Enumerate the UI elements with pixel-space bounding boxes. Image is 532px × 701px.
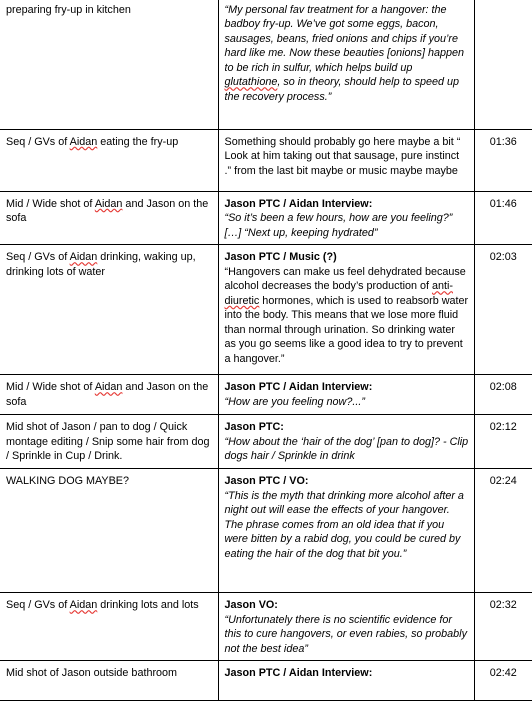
script-row (0, 593, 532, 661)
speaker-heading: Jason PTC / VO: (224, 475, 309, 488)
speaker-heading: Jason VO: (224, 599, 278, 612)
shot-description: Mid shot of Jason / pan to dog / Quick montage editing / Snip some hair from dog / Sprinkle in Cup / Drink. (0, 415, 218, 469)
speaker-heading: Jason PTC / Aidan Interview: (224, 381, 373, 394)
audio-cell (218, 245, 474, 375)
shot-description: Mid / Wide shot of Aidan and Jason on the sofa (0, 375, 218, 415)
timecode: 01:36 (474, 130, 532, 192)
speaker-heading: Jason PTC: (224, 421, 284, 434)
dialogue-text: “This is the myth that drinking more alcohol after a night out will ease the effects of your hangover. The phrase comes from an old idea that if you were bitten by a rabid dog, you could be cured by eating the hair of the dog that bit you.” (224, 489, 464, 560)
timecode: 01:46 (474, 192, 532, 245)
script-row (0, 0, 532, 130)
timecode: 02:03 (474, 245, 532, 375)
dialogue-text: Something should probably go here maybe a bit “ Look at him taking out that sausage, pure instinct .” from the last bit maybe or music maybe maybe (224, 136, 461, 177)
timecode (474, 0, 532, 130)
timecode: 02:32 (474, 593, 532, 661)
shot-description: preparing fry-up in kitchen (0, 0, 218, 130)
timecode: 02:08 (474, 375, 532, 415)
audio-cell (218, 130, 474, 192)
speaker-heading: Jason PTC / Music (?) (224, 251, 337, 264)
script-row (0, 245, 532, 375)
script-row (0, 661, 532, 701)
dialogue-text: “Unfortunately there is no scientific evidence for this to cure hangovers, or even rabies, so probably not the best idea” (224, 613, 467, 655)
audio-cell (218, 375, 474, 415)
dialogue-text: “Hangovers can make us feel dehydrated because alcohol decreases the body’s production of anti-diuretic hormones, which is used to reabsorb water into the body. This means that we lose more fluid than normal through urination. So drinking water as you go seems like a good idea to try to prevent a hangover.” (224, 265, 469, 365)
script-row (0, 130, 532, 192)
audio-cell (218, 415, 474, 469)
script-row (0, 469, 532, 593)
timecode: 02:24 (474, 469, 532, 593)
shot-description: Seq / GVs of Aidan eating the fry-up (0, 130, 218, 192)
audio-cell (218, 661, 474, 701)
timecode: 02:42 (474, 661, 532, 701)
dialogue-text: “So it’s been a few hours, how are you feeling?” […] “Next up, keeping hydrated” (224, 212, 453, 239)
shot-description: Mid shot of Jason outside bathroom (0, 661, 218, 701)
shot-description: Mid / Wide shot of Aidan and Jason on the sofa (0, 192, 218, 245)
audio-cell (218, 593, 474, 661)
script-row (0, 192, 532, 245)
audio-cell (218, 0, 474, 130)
shot-description: WALKING DOG MAYBE? (0, 469, 218, 593)
script-row (0, 415, 532, 469)
shot-description: Seq / GVs of Aidan drinking, waking up, drinking lots of water (0, 245, 218, 375)
shot-description: Seq / GVs of Aidan drinking lots and lots (0, 593, 218, 661)
audio-cell (218, 192, 474, 245)
audio-cell (218, 469, 474, 593)
dialogue-text: “How about the ‘hair of the dog’ [pan to dog]? - Clip dogs hair / Sprinkle in drink (224, 435, 469, 463)
speaker-heading: Jason PTC / Aidan Interview: (224, 667, 373, 680)
timecode: 02:12 (474, 415, 532, 469)
speaker-heading: Jason PTC / Aidan Interview: (224, 198, 373, 210)
script-row (0, 375, 532, 415)
dialogue-text: “My personal fav treatment for a hangover: the badboy fry-up. We’ve got some eggs, bacon, sausages, beans, fried onions and chips if you’re hard like me. Now these beauties [onions] happen to be rich in sulfur, which helps build up glutathione, so in theory, should help to speed up the recovery process.” (224, 4, 464, 103)
dialogue-text: “How are you feeling now?...” (224, 395, 365, 408)
